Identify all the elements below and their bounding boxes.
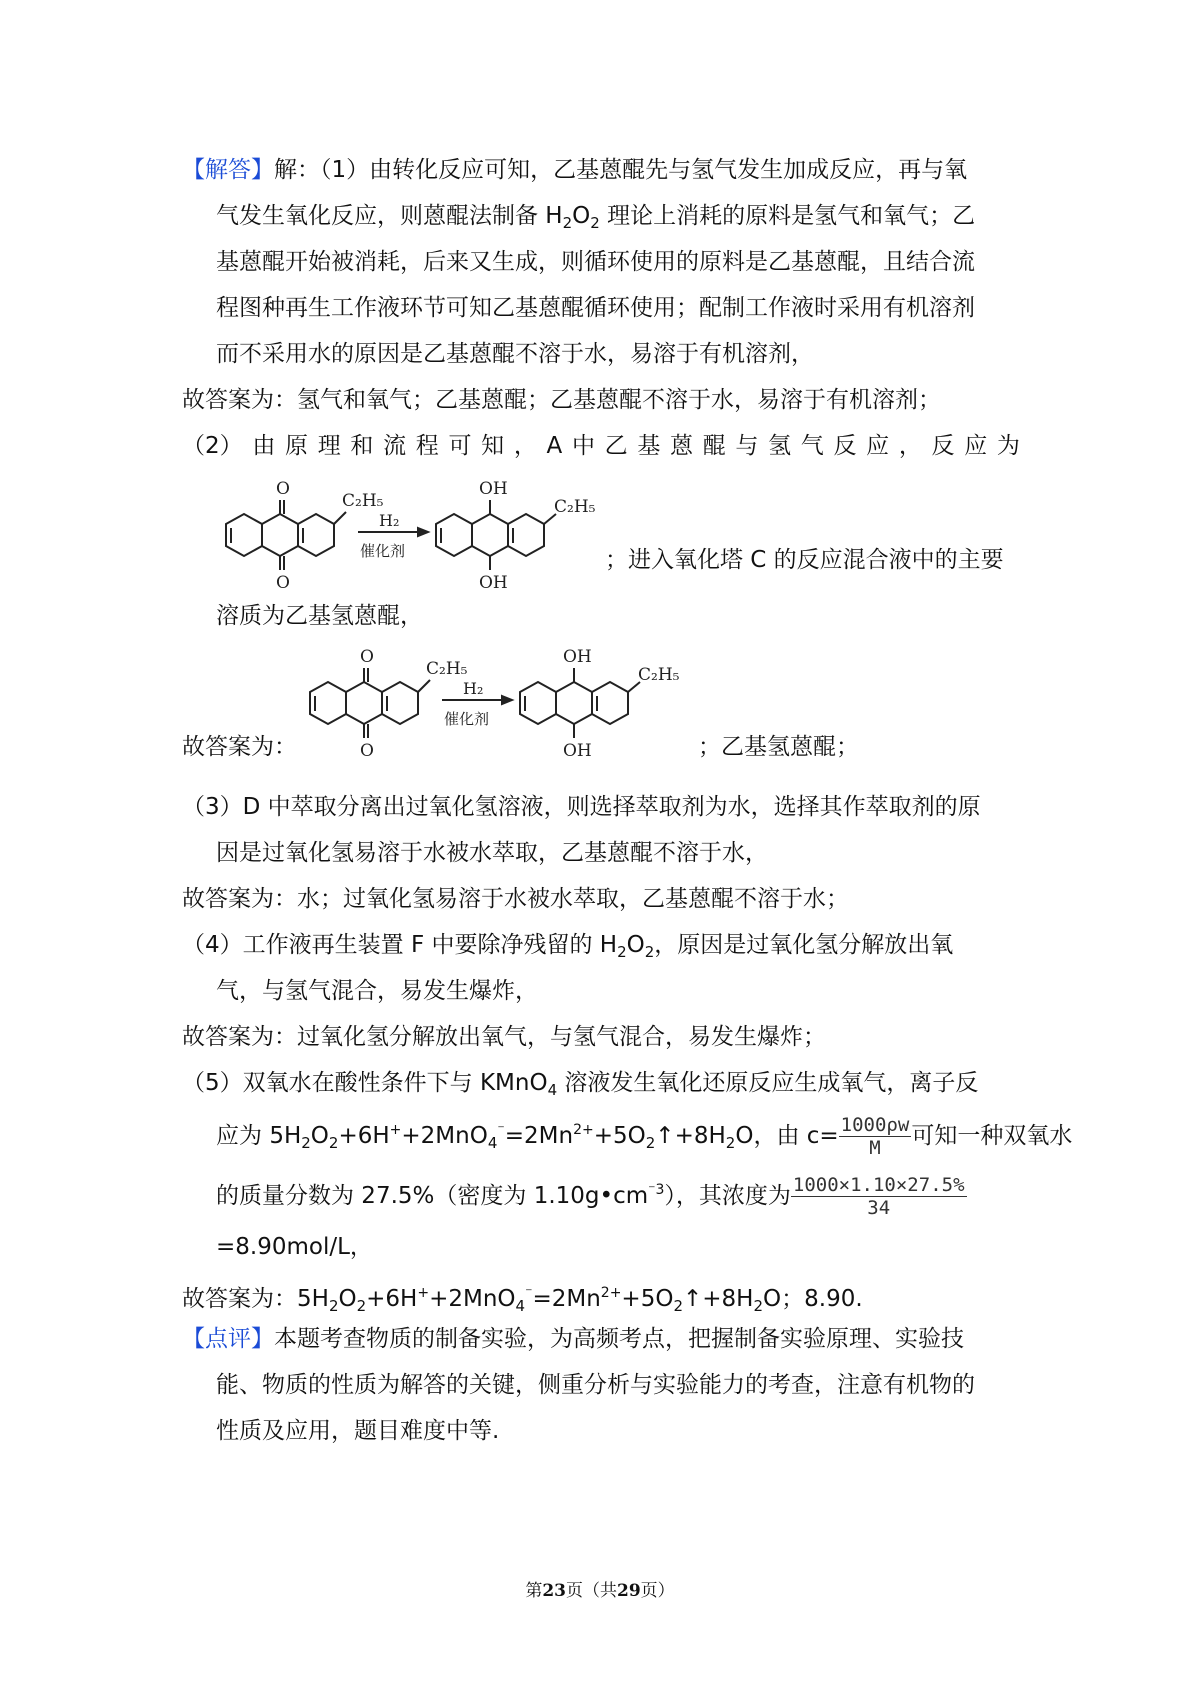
answer-line-4: 程图种再生工作液环节可知乙基蒽醌循环使用；配制工作液时采用有机溶剂	[216, 295, 975, 321]
page-footer: 第23页（共29页）	[525, 1581, 675, 1601]
part4-line-2: 气，与氢气混合，易发生爆炸，	[216, 978, 538, 1004]
ionic-equation-answer: $5H_2O_2+6H^++2MnO_4^{^-}=2Mn^{2+}+5O_2↑+8H_2O$	[297, 1285, 782, 1315]
part2-answer-suffix: ；乙基氢蒽醌；	[698, 734, 859, 760]
reactant-oxygen-bottom: O	[276, 573, 290, 593]
part2-line-3: 溶质为乙基氢蒽醌，	[216, 603, 423, 629]
part4-answer: 故答案为：过氧化氢分解放出氧气，与氢气混合，易发生爆炸；	[182, 1024, 826, 1050]
reagent-label: H₂	[379, 511, 400, 530]
svg-text:O: O	[360, 647, 374, 667]
part2-line-1: （2） 由 原 理 和 流 程 可 知 ， A 中 乙 基 蒽 醌 与 氢 气 反 应 ， 反 应 为	[182, 433, 1020, 459]
part5-line-1: （5）双氧水在酸性条件下与 KMnO$_4$ 溶液发生氧化还原反应生成氧气，离子反	[182, 1070, 979, 1099]
answer-summary-1: 故答案为：氢气和氧气；乙基蒽醌；乙基蒽醌不溶于水，易溶于有机溶剂；	[182, 387, 941, 413]
concentration-calculation: $\frac{1000\times 1.10\times 27.5\%}{34}$	[792, 1174, 965, 1219]
reaction-scheme-1	[196, 474, 596, 614]
answer-line-3: 基蒽醌开始被消耗，后来又生成，则循环使用的原料是乙基蒽醌，且结合流	[216, 249, 975, 275]
svg-text:H₂: H₂	[463, 679, 484, 698]
comment-line-1: 【点评】本题考查物质的制备实验，为高频考点，把握制备实验原理、实验技	[182, 1326, 964, 1352]
answer-line-2: 气发生氧化反应，则蒽醌法制备 $H_2O_2$ 理论上消耗的原料是氢气和氧气；乙	[216, 203, 976, 232]
part3-answer: 故答案为：水；过氧化氢易溶于水被水萃取，乙基蒽醌不溶于水；	[182, 886, 849, 912]
page-number: 23	[542, 1581, 566, 1601]
answer-line-5: 而不采用水的原因是乙基蒽醌不溶于水，易溶于有机溶剂，	[216, 341, 814, 367]
ionic-equation: $5H_2O_2+6H^++2MnO_4^{^-}=2Mn^{2+}+5O_2↑+8H_2O$	[269, 1122, 754, 1152]
part5-line-4: =8.90mol/L，	[216, 1234, 373, 1260]
product-hydroxyl-bottom: OH	[479, 573, 508, 593]
answer-tag: 【解答】	[182, 157, 274, 183]
part5-answer: 故答案为：$5H_2O_2+6H^++2MnO_4^{^-}=2Mn^{2+}+5O_2↑+8H_2O$；8.90.	[182, 1285, 863, 1315]
part2-line-2: ；进入氧化塔 C 的反应混合液中的主要	[605, 547, 1004, 573]
svg-text:C₂H₅: C₂H₅	[638, 665, 680, 685]
total-pages: 29	[617, 1581, 641, 1601]
part5-line-3: 的质量分数为 27.5%（密度为 $1.10g•cm^{^-3}$），其浓度为 $\frac{1000\times 1.10\times 27.5\%}{34}$	[216, 1174, 965, 1219]
part4-line-1: （4）工作液再生装置 F 中要除净残留的 $H_2O_2$，原因是过氧化氢分解放出氧	[182, 932, 954, 961]
svg-text:OH: OH	[563, 647, 592, 667]
comment-line-2: 能、物质的性质为解答的关键，侧重分析与实验能力的考查，注意有机物的	[216, 1372, 975, 1398]
product-hydroxyl-top: OH	[479, 479, 508, 499]
comment-line-3: 性质及应用，题目难度中等.	[216, 1418, 500, 1444]
catalyst-label: 催化剂	[360, 542, 406, 560]
product-substituent: C₂H₅	[554, 497, 596, 517]
part2-answer-prefix: 故答案为：	[182, 734, 297, 760]
part3-line-2: 因是过氧化氢易溶于水被水萃取，乙基蒽醌不溶于水，	[216, 840, 768, 866]
svg-text:O: O	[360, 741, 374, 761]
concentration-formula: $\frac{1000\rho w}{M}$	[840, 1114, 910, 1159]
answer-line-1: 【解答】解：（1）由转化反应可知，乙基蒽醌先与氢气发生加成反应，再与氧	[182, 157, 968, 183]
reaction-scheme-2	[280, 642, 680, 782]
comment-tag: 【点评】	[182, 1326, 274, 1352]
part3-line-1: （3）D 中萃取分离出过氧化氢溶液，则选择萃取剂为水，选择其作萃取剂的原	[182, 794, 981, 820]
svg-text:OH: OH	[563, 741, 592, 761]
reactant-substituent: C₂H₅	[342, 491, 384, 511]
reactant-oxygen-top: O	[276, 479, 290, 499]
part5-line-2: 应为 $5H_2O_2+6H^++2MnO_4^{^-}=2Mn^{2+}+5O_2↑+8H_2O$，由 c= $\frac{1000\rho w}{M}$ 可知一种双氧水	[216, 1114, 1073, 1159]
svg-text:催化剂: 催化剂	[444, 710, 490, 728]
svg-text:C₂H₅: C₂H₅	[426, 659, 468, 679]
